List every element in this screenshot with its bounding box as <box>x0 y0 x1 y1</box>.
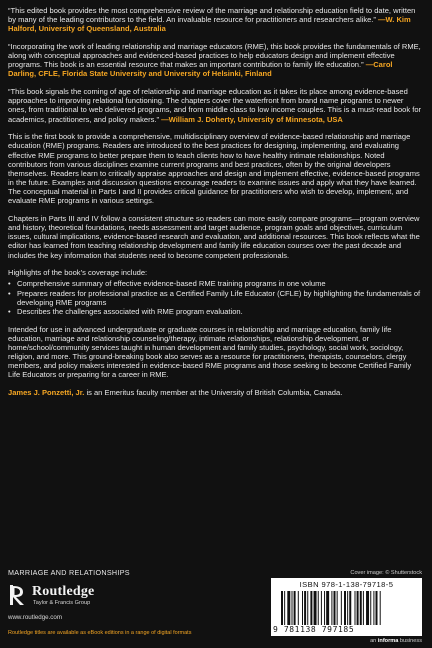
highlight-item: • Comprehensive summary of effective evidence-based RME training programs in one volume <box>8 279 422 288</box>
informa-brand: informa <box>377 638 399 644</box>
publisher-website: www.routledge.com <box>8 614 62 621</box>
barcode-bar <box>380 591 381 625</box>
barcode-bar <box>355 591 356 625</box>
highlights-list <box>8 279 422 316</box>
barcode-bar <box>310 591 312 625</box>
barcode-bar <box>304 591 306 625</box>
barcode-bar <box>287 591 290 625</box>
review-3-attribution: —William J. Doherty, University of Minnesota, USA <box>161 114 343 124</box>
review-3-text: “This book signals the coming of age of relationship and marriage education as it takes its place among evidence-based approaches to improving relational functioning. The chapters cover the waterfront from brand name programs to newer ones, from traditional to web delivered programs, and from middle class to low income couples. This is a must-read book for academics, practitioners, and policy makers.” <box>8 87 422 124</box>
barcode-bar <box>326 591 329 625</box>
publisher-group: Taylor & Francis Group <box>33 600 91 606</box>
barcode-bar <box>376 591 378 625</box>
author-bio <box>8 388 422 397</box>
barcode-bar <box>334 591 336 625</box>
barcode-bar <box>331 591 332 625</box>
barcode-bar <box>302 591 303 625</box>
barcode-bar <box>360 591 362 625</box>
highlights-heading: Highlights of the book’s coverage include: <box>8 268 148 278</box>
informa-suffix: business <box>398 638 422 644</box>
audience-paragraph: Intended for use in advanced undergraduate or graduate courses in relationship and marriage education, family life education, marriage and relationship counseling/therapy, intimate relationships, relationship development, or home/school/community services taught in human development and family studies, psychology, social work, sociology, religion, and more. This ground-breaking book also serves as a resource for practitioners, therapists, counselors, clergy members, and policy makers interested in evidence-based RME programs and those seeking to become Certified Family Life Educators or preparing for a career in RME. <box>8 324 412 380</box>
cover-image-credit: Cover image: © Shutterstock <box>350 570 422 576</box>
barcode-bar <box>314 591 317 625</box>
highlight-item: • Prepares readers for professional practice as a Certified Family Life Educator (CFLE) by highlighting the fundamentals of developing RME programs <box>8 289 422 307</box>
review-2-text: “Incorporating the work of leading relationship and marriage educators (RME), this book provides the fundamentals of RME, along with conceptual approaches and evidenced-based practices to help educators design and implement effective programs. This book is an essential resource that makes an important contribution to family life education.” <box>8 41 421 70</box>
routledge-logo <box>8 584 138 610</box>
ebook-note: Routledge titles are available as eBook editions in a range of digital formats <box>8 630 192 636</box>
barcode-bar <box>307 591 308 625</box>
barcode-bar <box>341 591 342 625</box>
description-paragraph-1: This is the first book to provide a comprehensive, multidisciplinary overview of evidence-based relationship and marriage education (RME) programs. Readers are introduced to the best practices for designing, implementing, and evaluating effective RME programs to better prepare them to teach clients how to have healthy intimate relationships. Noted contributors from various disciplines examine current programs and best practices, often by the original developers themselves. Readers learn to critically appraise approaches and design and implement effective, evidence-based programs in the future. Examples and discussion questions encourage readers to examine issues and apply what they have learned. The conceptual material in Parts I and II provides critical guidance for practitioners who wish to develop, implement, and evaluate RME programs in various settings. <box>8 132 420 206</box>
routledge-logo-icon <box>8 584 28 606</box>
barcode-bar <box>292 591 293 625</box>
barcode <box>271 578 422 636</box>
barcode-bar <box>281 591 283 625</box>
informa-prefix: an <box>370 638 378 644</box>
review-1-text: “This edited book provides the most comprehensive review of the marriage and relationship education field to date, written by many of the leading contributors to the field. An invaluable resource for practitioners and researchers alike.” <box>8 6 416 25</box>
author-name: James J. Ponzetti, Jr. <box>8 387 85 397</box>
review-2-attribution: —Carol Darling, CFLE, Florida State University and University of Helsinki, Finland <box>8 60 393 79</box>
series-title: MARRIAGE AND RELATIONSHIPS <box>8 568 130 577</box>
barcode-bar <box>337 591 338 625</box>
barcode-bar <box>347 591 348 625</box>
review-2 <box>8 42 422 79</box>
barcode-bar <box>344 591 346 625</box>
barcode-bars <box>281 591 417 625</box>
barcode-bar <box>357 591 359 625</box>
review-1-attribution: —W. Kim Halford, University of Queensland, Australia <box>8 15 411 34</box>
barcode-bar <box>349 591 351 625</box>
barcode-bar <box>298 591 299 625</box>
review-1 <box>8 6 422 33</box>
barcode-bar <box>366 591 369 625</box>
author-bio-text: is an Emeritus faculty member at the University of British Columbia, Canada. <box>84 387 343 397</box>
barcode-bar <box>284 591 285 625</box>
informa-business <box>370 638 422 644</box>
publisher-name: Routledge <box>32 584 95 599</box>
barcode-bar <box>373 591 374 625</box>
barcode-bar <box>363 591 364 625</box>
barcode-bar <box>294 591 296 625</box>
review-3 <box>8 87 422 124</box>
barcode-bar <box>324 591 325 625</box>
barcode-bar <box>321 591 322 625</box>
description-paragraph-2: Chapters in Parts III and IV follow a consistent structure so readers can more easily compare programs—program overview and history, theoretical foundations, needs assessment and target audience, program goals and objectives, curriculum issues, cultural implications, evidence-based research and evaluation, and additional resources. This book reflects what the editor has learned from teaching relationship development and family life education courses over the past decade and includes the key information that students need to become competent professionals. <box>8 213 420 260</box>
barcode-bar <box>370 591 371 625</box>
isbn-label: ISBN 978-1-138-79718-5 <box>299 580 394 589</box>
highlight-item: • Describes the challenges associated with RME program evaluation. <box>8 307 422 316</box>
back-cover-text <box>8 6 422 406</box>
barcode-bar <box>318 591 319 625</box>
barcode-digits: 9 781138 797185 <box>273 625 355 634</box>
